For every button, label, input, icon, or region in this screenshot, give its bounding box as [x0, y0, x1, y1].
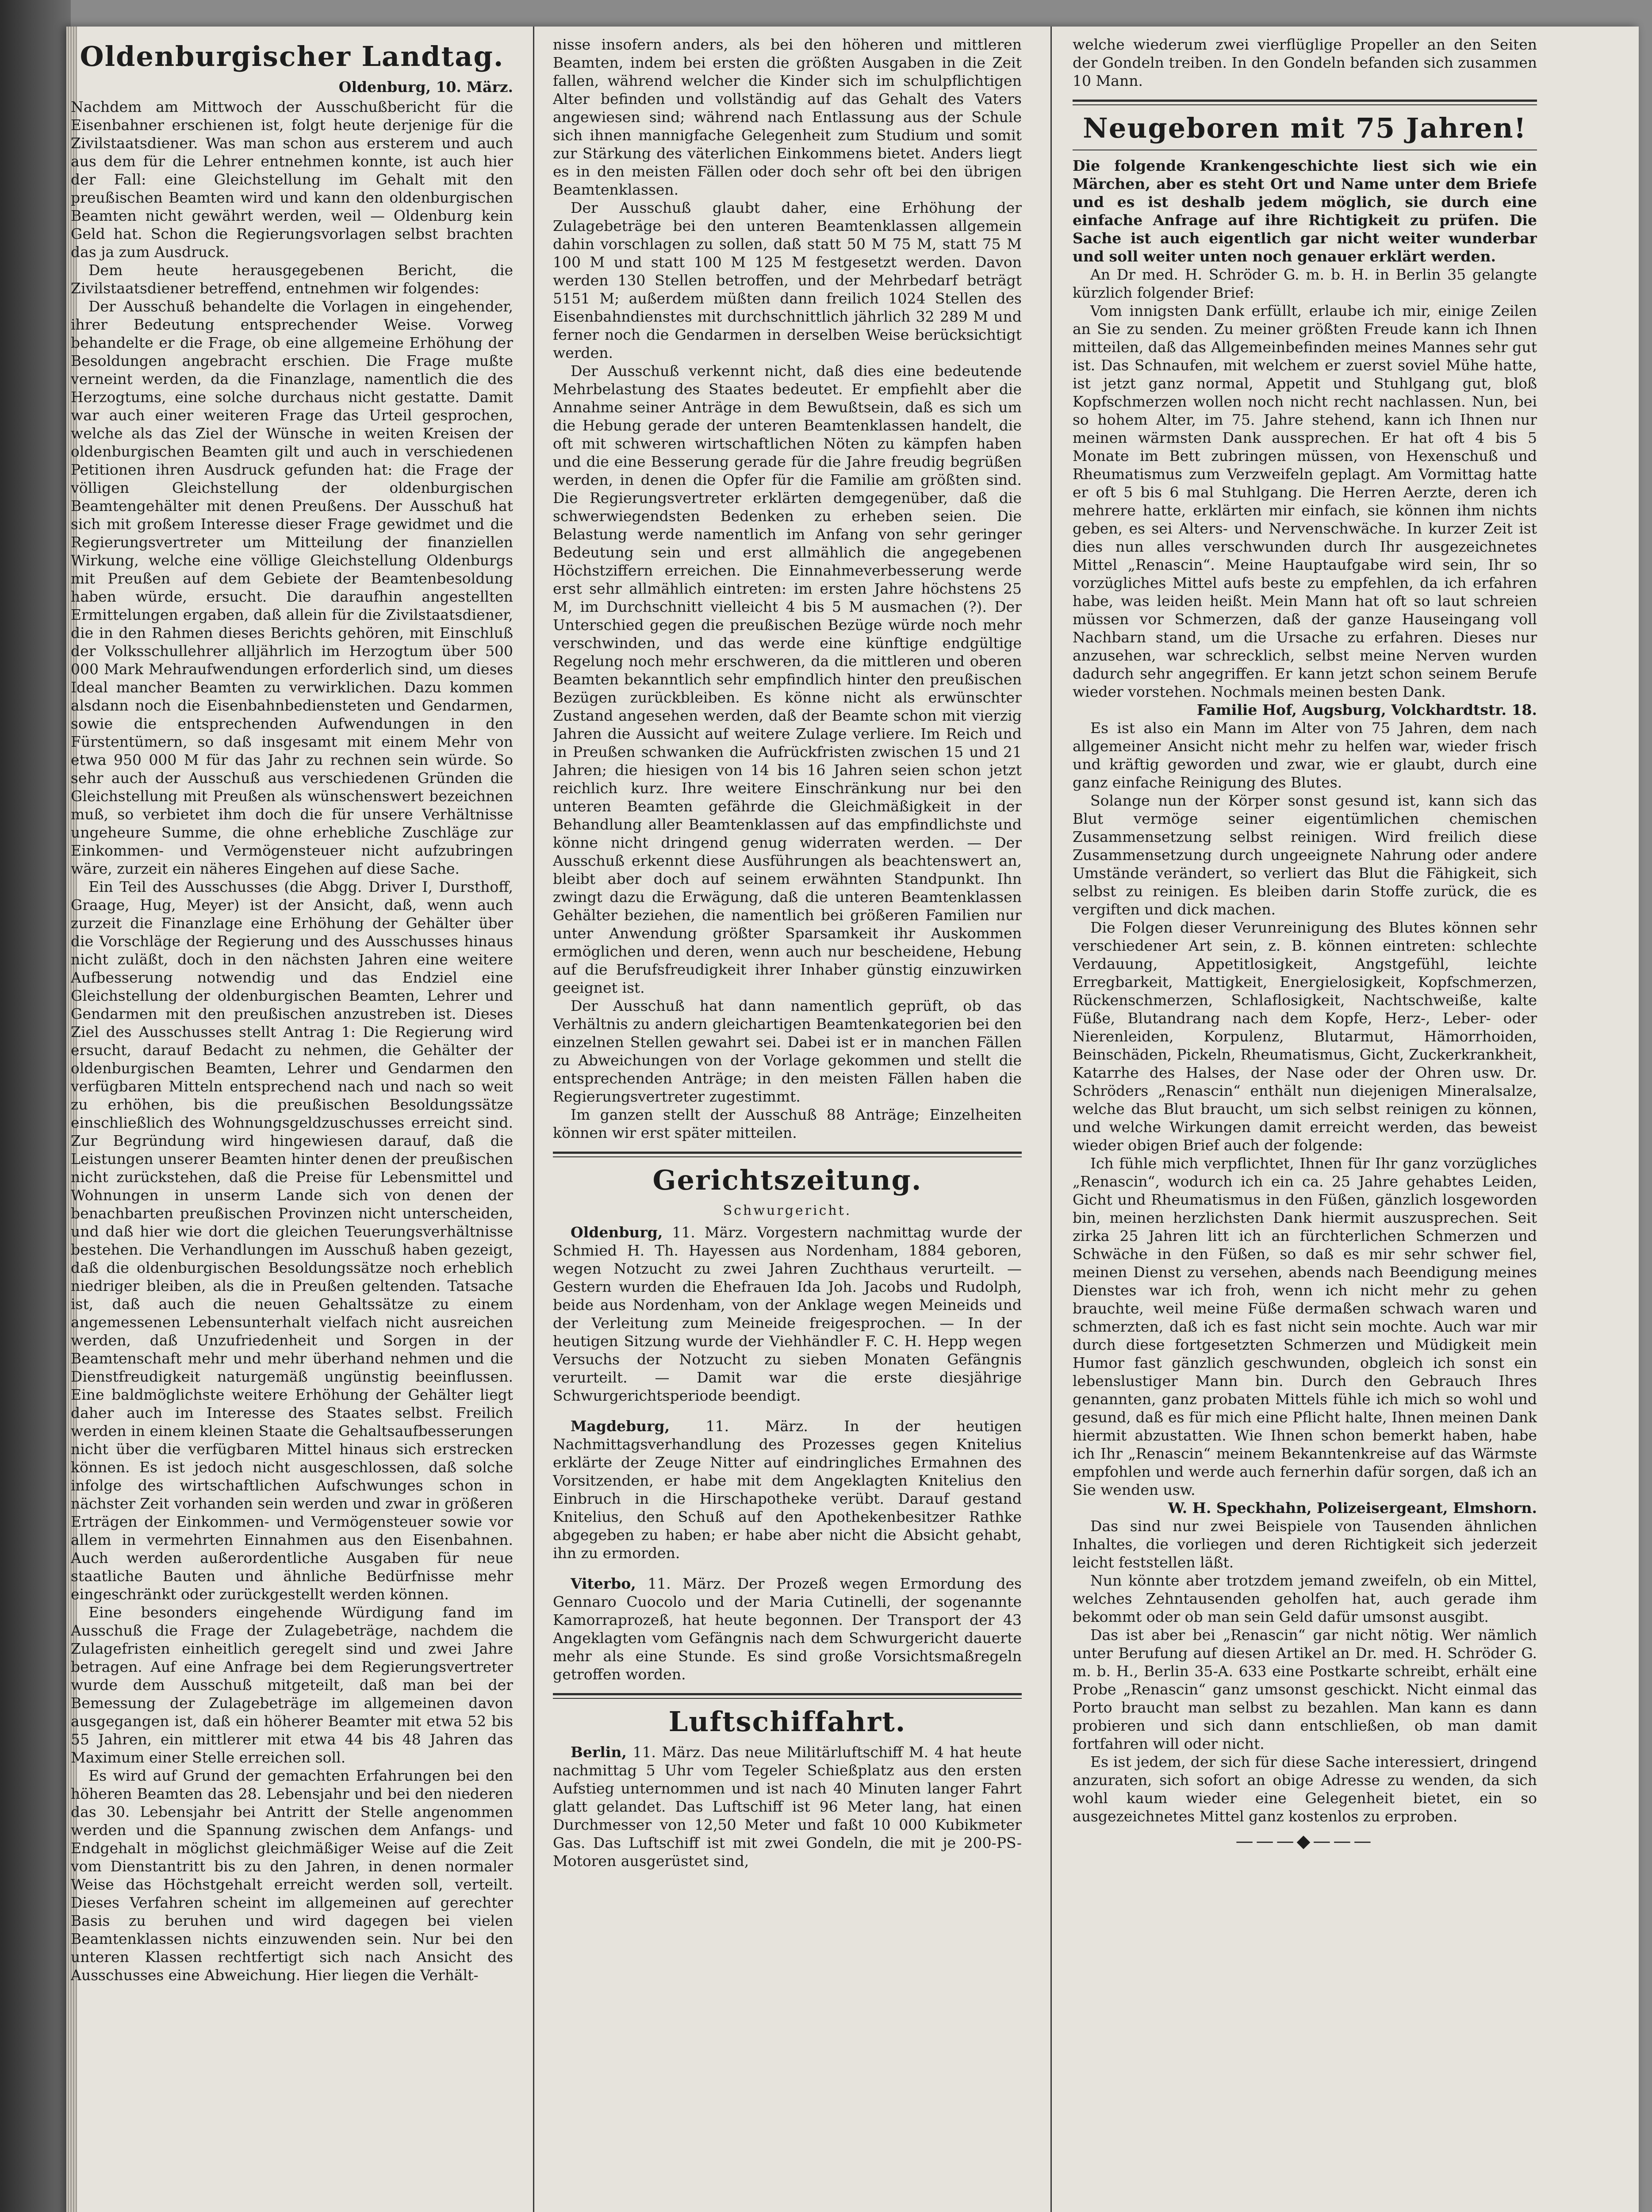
article-dateline: Oldenburg, 10. März. [338, 78, 513, 96]
article-title-landtag: Oldenburgischer Landtag. [80, 40, 504, 73]
letter-signature: Familie Hof, Augsburg, Volckhardtstr. 18. [1196, 701, 1537, 718]
column-3 [1073, 35, 1537, 2212]
news-lead: Viterbo, [571, 1575, 636, 1592]
section-divider [1073, 100, 1537, 102]
paragraph: Dem heute herausgegebenen Bericht, die Zivilstaatsdiener betreffend, entnehmen wir folgendes: [71, 261, 513, 297]
paragraph: Der Ausschuß verkennt nicht, daß dies eine bedeutende Mehrbelastung des Staates bedeutet. Er empfiehlt aber die Annahme seiner Anträge in dem Bewußtsein, daß es sich um die Hebung gerade der unteren Beamtenklassen handelt, die oft mit schweren wirtschaftlichen Nöten zu kämpfen haben und die eine Besserung gerade für die Jahre freudig begrüßen werden, in denen die Opfer für die Familie am größten sind. Die Regierungsvertreter erklärten demgegenüber, daß die schwerwiegendsten Bedenken zu erheben seien. Die Belastung werde namentlich im Anfang von sehr geringer Bedeutung sein und erst allmählich die angegebenen Höchstziffern erreichen. Die Einnahmeverbesserung werde erst sehr allmählich eintreten: im ersten Jahre höchstens 25 M, im Durchschnitt vielleicht 4 bis 5 M ausmachen (?). Der Unterschied gegen die preußischen Bezüge würde noch mehr verschwinden, und das werde eine künftige endgültige Regelung noch mehr erschweren, da die mittleren und oberen Beamten bekanntlich sehr empfindlich hinter den preußischen Bezügen zurückbleiben. Es könne nicht als erwünschter Zustand angesehen werden, daß der Beamte schon mit vierzig Jahren die Aussicht auf weitere Zulage verliere. Im Reich und in Preußen schwanken die Aufrückfristen zwischen 15 und 21 Jahren; die hiesigen von 14 bis 16 Jahren seien schon jetzt reichlich kurz. Ihre weitere Einschränkung nur bei den unteren Beamten gefährde die Gleichmäßigkeit in der Behandlung aller Beamtenklassen auf das empfindlichste und könne nicht dringend genug widerraten werden. — Der Ausschuß erkennt diese Ausführungen als beachtenswert an, bleibt aber doch auf seinem erwähnten Standpunkt. Ihn zwingt dazu die Erwägung, daß die unteren Beamtenklassen Gehälter beziehen, die namentlich bei größeren Familien nur unter Anwendung größter Sparsamkeit ihr Auskommen ermöglichen und deren, wenn auch nur bescheidene, Hebung auf die Berufsfreudigkeit ihrer Inhaber günstig einzuwirken geeignet ist. [553, 362, 1022, 996]
news-item [553, 1223, 1022, 1405]
news-text: 11. März. Vorgestern nachmittag wurde der Schmied H. Th. Hayessen aus Nordenham, 1884 geboren, wegen Notzucht zu zwei Jahren Zuchthaus verurteilt. — Gestern wurden die Ehefrauen Ida Joh. Jacobs und Rudolph, beide aus Nordenham, von der Anklage wegen Meineids und der Verleitung zum Meineide freigesprochen. — In der heutigen Sitzung wurde der Viehhändler F. C. H. Hepp wegen Versuchs der Notzucht zu sieben Monaten Gefängnis verurteilt. — Damit war die erste diesjährige Schwurgerichtsperiode beendigt. [553, 1224, 1022, 1404]
letter-signature: W. H. Speckhahn, Polizeisergeant, Elmshorn. [1168, 1499, 1537, 1517]
column-rule-2 [1050, 27, 1052, 2212]
section-divider-thin [553, 1698, 1022, 1699]
paragraph: Das sind nur zwei Beispiele von Tausenden ähnlichen Inhaltes, die vorliegen und deren Richtigkeit sich jederzeit leicht feststellen läßt. [1073, 1517, 1537, 1571]
news-text: 11. März. Das neue Militärluftschiff M. 4 hat heute nachmittag 5 Uhr vom Tegeler Schießplatz aus den ersten Aufstieg unternommen und ist nach 40 Minuten langer Fahrt glatt gelandet. Das Luftschiff ist 96 Meter lang, hat einen Durchmesser von 12,50 Meter und faßt 10 000 Kubikmeter Gas. Das Luftschiff ist mit zwei Gondeln, die mit je 200-PS-Motoren ausgerüstet sind, [553, 1743, 1022, 1870]
news-item [553, 1417, 1022, 1562]
advert-intro: Die folgende Krankengeschichte liest sich wie ein Märchen, aber es steht Ort und Name unter dem Briefe und es ist deshalb jedem möglich, sie durch eine einfache Anfrage auf ihre Richtigkeit zu prüfen. Die Sache ist auch eigentlich gar nicht weiter wunderbar und soll weiter unten noch genauer erklärt werden. [1073, 157, 1537, 265]
paragraph: Ich fühle mich verpflichtet, Ihnen für Ihr ganz vorzügliches „Renascin“, wodurch ich ein ca. 25 Jahre gehabtes Leiden, Gicht und Rheumatismus in den Füßen, gänzlich losgeworden bin, meinen herzlichsten Dank hiermit auszusprechen. Seit zirka 25 Jahren litt ich an fürchterlichen Schmerzen und Schwäche in den Füßen, so daß es mir sehr schwer fiel, meinen Dienst zu versehen, abends nach Beendigung meines Dienstes war ich froh, wenn ich nicht mehr zu gehen brauchte, weil meine Füße dermaßen schwach waren und schmerzten, daß ich es fast nicht sein mochte. Auch war mir durch diese fortgesetzten Schmerzen und Müdigkeit mein Humor fast gänzlich geschwunden, obgleich ich sonst ein lebenslustiger Mann bin. Durch den Gebrauch Ihres genannten, ganz probaten Mittels fühle ich mich so wohl und gesund, daß es für mich eine Pflicht halte, Ihnen meinen Dank hiermit abzustatten. Wie Ihnen schon bemerkt haben, habe ich Ihr „Renascin“ meinem Bekanntenkreise auf das Wärmste empfohlen und werde auch fernerhin dafür sorgen, daß ich an Sie wenden usw. [1073, 1155, 1537, 1498]
paragraph: Die Folgen dieser Verunreinigung des Blutes können sehr verschiedener Art sein, z. B. können eintreten: schlechte Verdauung, Appetitlosigkeit, Angstgefühl, leichte Erregbarkeit, Mattigkeit, Energielosigkeit, Kopfschmerzen, Rückenschmerzen, Schlaflosigkeit, Nachtschweiße, kalte Füße, Blutandrang nach dem Kopfe, Herz-, Leber- oder Nierenleiden, Korpulenz, Blutarmut, Hämorrhoiden, Beinschäden, Pickeln, Rheumatismus, Gicht, Zuckerkrankheit, Katarrhe des Halses, der Nase oder der Ohren usw. Dr. Schröders „Renascin“ enthält nun diejenigen Mineralsalze, welche das Blut braucht, um sich selbst reinigen zu können, und welche Wirkungen damit erreicht werden, das beweist wieder obigen Brief auch der folgende: [1073, 919, 1537, 1154]
paragraph: nisse insofern anders, als bei den höheren und mittleren Beamten, indem bei ersten die größten Ausgaben in die Zeit fallen, während welcher die Kinder sich im schulpflichtigen Alter befinden und vollständig auf das Gehalt des Vaters angewiesen sind; während nach Entlassung aus der Schule sich ihnen mannigfache Gelegenheit zum Studium und somit zur Stärkung des väterlichen Einkommens bietet. Anders liegt es in den meisten Fällen oder doch sehr oft bei den übrigen Beamtenklassen. [553, 36, 1022, 198]
paragraph: Der Ausschuß behandelte die Vorlagen in eingehender, ihrer Bedeutung entsprechender Weise. Vorweg behandelte er die Frage, ob eine allgemeine Erhöhung der Besoldungen angebracht erschien. Die Frage mußte verneint werden, da die Finanzlage, namentlich die des Herzogtums, eine solche durchaus nicht gestatte. Damit war auch einer weiteren Frage das Urteil gesprochen, welche als das Ziel der Wünsche in weiten Kreisen der oldenburgischen Beamten gilt und auch in verschiedenen Petitionen ihren Ausdruck gefunden hat: die Frage der völligen Gleichstellung der oldenburgischen Beamtengehälter mit denen Preußens. Der Ausschuß hat sich mit großem Interesse dieser Frage gewidmet und die Regierungsvertreter um Mitteilung der finanziellen Wirkung, welche eine völlige Gleichstellung Oldenburgs mit Preußen auf dem Gebiete der Beamtenbesoldung haben würde, ersucht. Die daraufhin angestellten Ermittelungen ergaben, daß allein für die Zivilstaatsdiener, die in den Rahmen dieses Berichts gehören, mit Einschluß der Volksschullehrer alljährlich im Herzogtum über 500 000 Mark Mehraufwendungen erforderlich sind, um dieses Ideal mancher Beamten zu verwirklichen. Dazu kommen alsdann noch die Eisenbahnbediensteten und Gendarmen, sowie die entsprechenden Aufwendungen in den Fürstentümern, so daß insgesamt mit einem Mehr von etwa 950 000 M für das Jahr zu rechnen sein würde. So sehr auch der Ausschuß aus verschiedenen Gründen die Gleichstellung mit Preußen als wünschenswert bezeichnen muß, so verbietet ihm doch die für unsere Verhältnisse ungeheure Summe, die ohne erhebliche Zuschläge zur Einkommen- und Vermögensteuer nicht aufzubringen wäre, zurzeit ein näheres Eingehen auf diese Sache. [71, 298, 513, 877]
paragraph: Das ist aber bei „Renascin“ gar nicht nötig. Wer nämlich unter Berufung auf diesen Artikel an Dr. med. H. Schröder G. m. b. H., Berlin 35-A. 633 eine Postkarte schreibt, erhält eine Probe „Renascin“ ganz umsonst geschickt. Nicht einmal das Porto braucht man selbst zu bezahlen. Man kann es dann probieren und sich dann entschließen, ob man damit fortfahren will oder nicht. [1073, 1626, 1537, 1752]
book-binding-shadow [0, 0, 71, 2212]
news-item [553, 1575, 1022, 1683]
column-1 [71, 35, 513, 2212]
section-title-court: Gerichtszeitung. [652, 1164, 922, 1196]
ornament-divider: ———◆——— [1235, 1831, 1374, 1851]
section-subtitle: Schwurgericht. [723, 1203, 852, 1218]
news-lead: Berlin, [571, 1743, 627, 1761]
paragraph: Es ist jedem, der sich für diese Sache interessiert, dringend anzuraten, sich sofort an obige Adresse zu wenden, da sich wohl kaum wieder eine Gelegenheit bietet, ein so ausgezeichnetes Mittel ganz kostenlos zu erproben. [1073, 1753, 1537, 1825]
news-text: 11. März. In der heutigen Nachmittagsverhandlung des Prozesses gegen Knitelius erklärte der Zeuge Nitter auf eindringliches Ermahnen des Vorsitzenden, er habe mit dem Angeklagten Knitelius den Einbruch in die Hirschapotheke verübt. Darauf gestand Knitelius, den Schuß auf den Apothekenbesitzer Rathke abgegeben zu haben; er habe aber nicht die Absicht gehabt, ihn zu ermorden. [553, 1417, 1022, 1562]
paragraph: Nun könnte aber trotzdem jemand zweifeln, ob ein Mittel, welches Zehntausenden geholfen hat, auch gerade ihm bekommt oder ob man sein Geld dafür umsonst ausgibt. [1073, 1572, 1537, 1625]
paragraph: Der Ausschuß glaubt daher, eine Erhöhung der Zulagebeträge bei den unteren Beamtenklassen allgemein dahin vorschlagen zu sollen, daß statt 50 M 75 M, statt 75 M 100 M und statt 100 M 125 M festgesetzt werden. Davon werden 130 Stellen betroffen, und der Mehrbedarf beträgt 5151 M; außerdem müßten dann freilich 1024 Stellen des Eisenbahndienstes mit durchschnittlich jährlich 32 289 M und ferner noch die Gendarmen in derselben Weise berücksichtigt werden. [553, 199, 1022, 361]
paragraph: Eine besonders eingehende Würdigung fand im Ausschuß die Frage der Zulagebeträge, nachdem die Zulagefristen einheitlich geregelt sind und zwei Jahre betragen. Auf eine Anfrage bei dem Regierungsvertreter wurde dem Ausschuß mitgeteilt, daß man bei der Bemessung der Zulagebeträge im allgemeinen davon ausgegangen ist, daß ein höherer Beamter mit etwa 52 bis 55 Jahren, ein mittlerer mit etwa 44 bis 48 Jahren das Maximum einer Stelle erreichen soll. [71, 1604, 513, 1766]
paragraph: Nachdem am Mittwoch der Ausschußbericht für die Eisenbahner erschienen ist, folgt heute derjenige für die Zivilstaatsdiener. Was man schon aus ersterem und auch aus dem für die Lehrer entnehmen konnte, ist auch hier der Fall: eine Gleichstellung im Gehalt mit den preußischen Beamten wird und kann den oldenburgischen Beamten nicht gewährt werden, weil — Oldenburg kein Geld hat. Schon die Regierungsvorlagen selbst brachten das ja zum Ausdruck. [71, 98, 513, 261]
paragraph: Es wird auf Grund der gemachten Erfahrungen bei den höheren Beamten das 28. Lebensjahr und bei den niederen das 30. Lebensjahr bei Antritt der Stelle angenommen werden und die Spannung zwischen dem Anfangs- und Endgehalt in möglichst gleichmäßiger Weise auf die Zeit vom Dienstantritt bis zu den Jahren, in denen normaler Weise das Höchstgehalt erreicht werden soll, verteilt. Dieses Verfahren scheint im allgemeinen auf gerechter Basis zu beruhen und wird dagegen bei vielen Beamtenklassen nichts einzuwenden sein. Nur bei den unteren Klassen rechtfertigt sich nach Ansicht des Ausschusses eine Abweichung. Hier liegen die Verhält- [71, 1767, 513, 1984]
paragraph: welche wiederum zwei vierflüglige Propeller an den Seiten der Gondeln treiben. In den Gondeln befanden sich zusammen 10 Mann. [1073, 36, 1537, 89]
paragraph: Vom innigsten Dank erfüllt, erlaube ich mir, einige Zeilen an Sie zu senden. Zu meiner größten Freude kann ich Ihnen mitteilen, daß das Allgemeinbefinden meines Mannes sehr gut ist. Das Schnaufen, mit welchem er zuerst soviel Mühe hatte, ist jetzt ganz normal, Appetit und Stuhlgang gut, bloß Kopfschmerzen wollen noch nicht recht nachlassen. Nun, bei so hohem Alter, im 75. Jahre stehend, kann ich Ihnen nur meinen wärmsten Dank aussprechen. Er hat oft 4 bis 5 Monate im Bett zubringen müssen, von Hexenschuß und Rheumatismus zum Verzweifeln geplagt. Am Vormittag hatte er oft 5 bis 6 mal Stuhlgang. Die Herren Aerzte, deren ich mehrere hatte, erklärten mir einfach, sie können ihm nichts geben, es sei Alters- und Nervenschwäche. In kurzer Zeit ist dies nun alles verschwunden durch Ihr ausgezeichnetes Mittel „Renascin“. Meine Hauptaufgabe wird sein, Ihr so vorzügliches Mittel aufs beste zu empfehlen, da ich erfahren habe, was leiden heißt. Mein Mann hat oft so laut schreien müssen vor Schmerzen, daß der ganze Hauseingang voll Nachbarn stand, um die Ursache zu erfahren. Dieses nur anzusehen, war schrecklich, selbst meine Nerven wurden dadurch sehr angegriffen. Er kann jetzt schon seinem Berufe wieder vorstehen. Nochmals meinen besten Dank. [1073, 302, 1537, 700]
news-item [553, 1743, 1022, 1870]
column-rule-1 [533, 27, 534, 2212]
column-2 [553, 35, 1022, 2212]
section-divider-thin [553, 1156, 1022, 1157]
section-title-airship: Luftschiffahrt. [668, 1705, 906, 1738]
news-lead: Magdeburg, [571, 1417, 670, 1435]
section-divider-thin [1073, 104, 1537, 105]
paragraph: An Dr med. H. Schröder G. m. b. H. in Berlin 35 gelangte kürzlich folgender Brief: [1073, 266, 1537, 301]
section-divider [553, 1152, 1022, 1154]
section-divider [553, 1693, 1022, 1695]
paragraph: Solange nun der Körper sonst gesund ist, kann sich das Blut vermöge seiner eigentümlichen chemischen Zusammensetzung selbst reinigen. Wird freilich diese Zusammensetzung durch ungeeignete Nahrung oder andere Umstände verändert, so verliert das Blut die Fähigkeit, sich selbst zu reinigen. Es bleiben darin Stoffe zurück, die es vergiften und dick machen. [1073, 792, 1537, 918]
paragraph: Im ganzen stellt der Ausschuß 88 Anträge; Einzelheiten können wir erst später mitteilen. [553, 1106, 1022, 1141]
paragraph: Es ist also ein Mann im Alter von 75 Jahren, dem nach allgemeiner Ansicht nicht mehr zu helfen war, wieder frisch und kräftig geworden und zwar, wie er glaubt, durch eine ganz einfache Reinigung des Blutes. [1073, 719, 1537, 791]
news-text: 11. März. Der Prozeß wegen Ermordung des Gennaro Cuocolo und der Maria Cutinelli, der sogenannte Kamorraprozeß, hat heute begonnen. Der Transport der 43 Angeklagten vom Gefängnis nach dem Schwurgericht dauerte mehr als eine Stunde. Es sind große Vorsichtsmaßregeln getroffen worden. [553, 1575, 1022, 1683]
paragraph: Ein Teil des Ausschusses (die Abgg. Driver I, Dursthoff, Graage, Hug, Meyer) ist der Ansicht, daß, wenn auch zurzeit die Finanzlage eine Erhöhung der Gehälter über die Vorschläge der Regierung und des Ausschusses hinaus nicht zuläßt, doch in den nächsten Jahren eine weitere Aufbesserung notwendig und das Endziel eine Gleichstellung der oldenburgischen Beamten, Lehrer und Gendarmen mit den preußischen anzustreben ist. Dieses Ziel des Ausschusses stellt Antrag 1: Die Regierung wird ersucht, darauf Bedacht zu nehmen, die Gehälter der oldenburgischen Beamten, Lehrer und Gendarmen den verfügbaren Mitteln entsprechend nach und nach so weit zu erhöhen, bis die preußischen Besoldungssätze einschließlich des Wohnungsgeldzuschusses erreicht sind. Zur Begründung wird hingewiesen darauf, daß die Leistungen unserer Beamten hinter denen der preußischen nicht zurückstehen, daß die Preise für Lebensmittel und Wohnungen in unserm Lande sich von denen der benachbarten preußischen Provinzen nicht unterscheiden, und daß hier wie dort die gleichen Teuerungsverhältnisse bestehen. Die Verhandlungen im Ausschuß haben gezeigt, daß die oldenburgischen Besoldungssätze noch erheblich niedriger bleiben, als die in Preußen geltenden. Tatsache ist, daß auch die neuen Gehaltssätze zu einem angemessenen Lebensunterhalt vielfach nicht ausreichen werden, daß Unzufriedenheit und Sorgen in der Beamtenschaft mehr und mehr überhand nehmen und die Dienstfreudigkeit naturgemäß ungünstig beeinflussen. Eine baldmöglichste weitere Erhöhung der Gehälter liegt daher auch im Interesse des Staates selbst. Freilich werden in einem kleinen Staate die Gehaltsaufbesserungen nicht über die verfügbaren Mittel hinaus sich erstrecken können. Es ist jedoch nicht ausgeschlossen, daß solche infolge des wirtschaftlichen Aufschwunges schon in nächster Zeit vorhanden sein werden und zwar in größeren Erträgen der Einkommen- und Vermögensteuer sowie vor allem in vermehrten Einnahmen aus den Eisenbahnen. Auch werden außerordentliche Ausgaben für neue staatliche Bauten und ähnliche Bedürfnisse mehr eingeschränkt oder zurückgestellt werden können. [71, 878, 513, 1603]
news-lead: Oldenburg, [571, 1224, 663, 1241]
advert-title: Neugeboren mit 75 Jahren! [1083, 112, 1527, 144]
paragraph: Der Ausschuß hat dann namentlich geprüft, ob das Verhältnis zu andern gleichartigen Beamtenkategorien bei den einzelnen Stellen gewahrt sei. Dabei ist er in manchen Fällen zu Abweichungen von der Vorlage gekommen und stellt die entsprechenden Anträge; in den meisten Fällen haben die Regierungsvertreter zugestimmt. [553, 997, 1022, 1105]
